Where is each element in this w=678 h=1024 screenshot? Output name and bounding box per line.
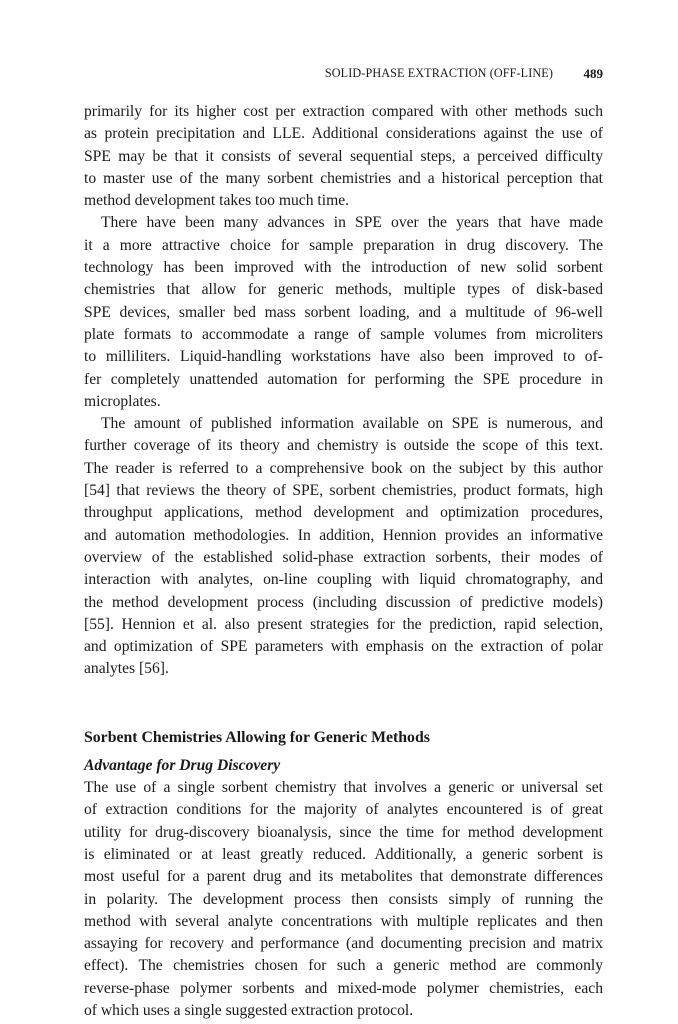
section-generic-methods — [84, 727, 603, 1023]
text-line: in polarity. The development process then consists simply of running the — [84, 890, 603, 908]
text-line: of extraction conditions for the majority of analytes encountered is of great — [84, 801, 603, 819]
text-line: technology has been improved with the introduction of new solid sorbent — [84, 259, 603, 277]
running-head: SOLID-PHASE EXTRACTION (OFF-LINE) — [324, 66, 553, 80]
text-line: SPE devices, smaller bed mass sorbent loading, and a multitude of 96-well — [84, 303, 603, 321]
text-line: interaction with analytes, on-line coupling with liquid chromatography, and — [84, 571, 603, 589]
paragraph-2 — [84, 212, 603, 413]
text-line: The reader is referred to a comprehensive book on the subject by this author — [84, 459, 603, 477]
section-heading: Sorbent Chemistries Allowing for Generic Methods — [84, 728, 430, 746]
text-line: plate formats to accommodate a range of sample volumes from microliters — [84, 325, 603, 343]
text-line: method with several analyte concentrations with multiple replicates and then — [84, 912, 603, 930]
text-line: to milliliters. Liquid-handling workstations have also been improved to of- — [84, 348, 603, 366]
text-line: method development takes too much time. — [84, 192, 350, 210]
text-line: SPE may be that it consists of several sequential steps, a perceived difficulty — [84, 147, 603, 165]
text-line: and optimization of SPE parameters with emphasis on the extraction of polar — [84, 638, 603, 656]
text-line: effect). The chemistries chosen for such a generic method are commonly — [84, 957, 603, 975]
text-line: primarily for its higher cost per extraction compared with other methods such — [84, 103, 603, 120]
text-line: to master use of the many sorbent chemistries and a historical perception that — [84, 169, 603, 187]
text-line: overview of the established solid-phase extraction sorbents, their modes of — [84, 548, 603, 566]
text-line: as protein precipitation and LLE. Additional considerations against the use of — [84, 125, 603, 143]
text-line: reverse-phase polymer sorbents and mixed-mode polymer chemistries, each — [84, 979, 603, 997]
text-line: the method development process (including discussion of predictive models) — [84, 593, 603, 611]
paragraph-1 — [84, 101, 603, 212]
text-line: The amount of published information available on SPE is numerous, and — [101, 415, 603, 433]
text-line: further coverage of its theory and chemistry is outside the scope of this text. — [84, 437, 603, 455]
text-line: fer completely unattended automation for performing the SPE procedure in — [84, 370, 603, 388]
text-line: analytes [56]. — [84, 660, 169, 678]
text-line: throughput applications, method development and optimization procedures, — [84, 504, 603, 522]
text-line: of which uses a single suggested extraction protocol. — [84, 1001, 414, 1019]
text-line: [55]. Hennion et al. also present strategies for the prediction, rapid selection, — [84, 615, 603, 633]
text-line: is eliminated or at least greatly reduced. Additionally, a generic sorbent is — [84, 845, 603, 863]
text-line: most useful for a parent drug and its metabolites that demonstrate differences — [84, 868, 603, 886]
text-line: chemistries that allow for generic methods, multiple types of disk-based — [84, 281, 603, 299]
page-header — [84, 66, 603, 84]
text-line: There have been many advances in SPE over the years that have made — [101, 214, 603, 232]
subsection-heading: Advantage for Drug Discovery — [84, 756, 281, 774]
section-spacer — [84, 681, 603, 725]
page-number: 489 — [583, 66, 603, 81]
text-line: The use of a single sorbent chemistry that involves a generic or universal set — [84, 779, 603, 797]
text-line: assaying for recovery and performance (and documenting precision and matrix — [84, 935, 603, 953]
text-line: utility for drug-discovery bioanalysis, since the time for method development — [84, 823, 603, 841]
text-line: [54] that reviews the theory of SPE, sorbent chemistries, product formats, high — [84, 482, 603, 500]
paragraph-3 — [84, 413, 603, 681]
text-line: it a more attractive choice for sample preparation in drug discovery. The — [84, 236, 603, 254]
page-body — [84, 101, 603, 1022]
text-line: and automation methodologies. In addition, Hennion provides an informative — [84, 526, 603, 544]
text-line: microplates. — [84, 392, 161, 410]
